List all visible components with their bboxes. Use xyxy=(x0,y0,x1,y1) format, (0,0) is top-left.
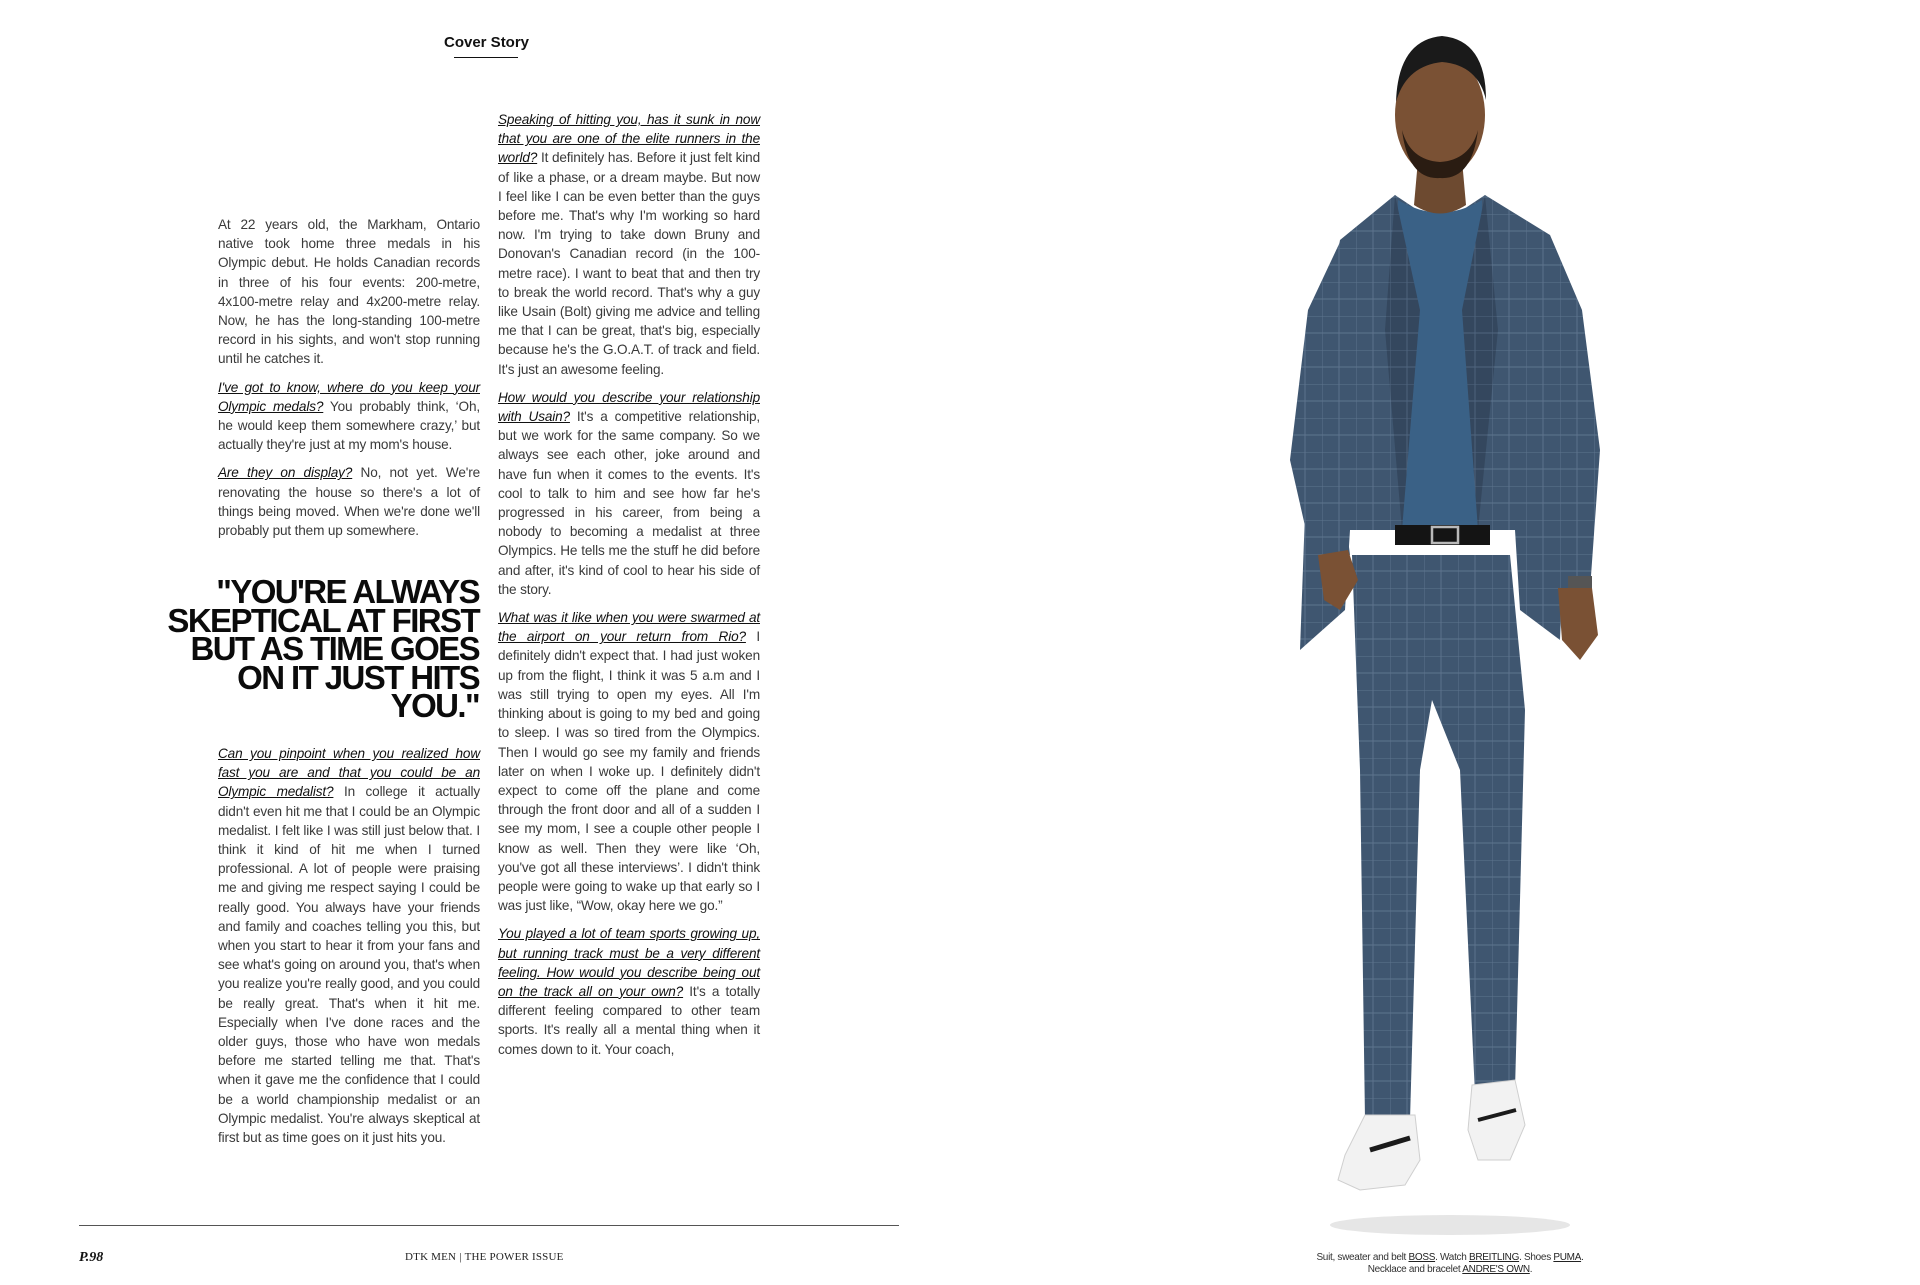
left-shoe xyxy=(1338,1115,1420,1190)
trousers xyxy=(1352,555,1525,1120)
pull-quote: "YOU'RE ALWAYS SKEPTICAL AT FIRST BUT AS TIME GOES ON IT JUST HITS YOU." xyxy=(167,573,479,724)
question-display: Are they on display? xyxy=(218,465,353,481)
left-arm xyxy=(1290,242,1350,570)
section-underline xyxy=(454,57,518,58)
left-column-bottom xyxy=(218,744,480,1156)
question-usain: How would you describe your relationship with Usain? xyxy=(498,389,760,425)
left-column-top xyxy=(218,215,480,549)
page-number: P.98 xyxy=(79,1250,104,1265)
qa-airport xyxy=(498,608,760,915)
answer-team-sports: It's a totally different feeling compared to other team sports. It's really all a mental thing when it comes down to it. Your coach, xyxy=(498,983,760,1057)
credit-puma: PUMA xyxy=(1553,1252,1582,1263)
qa-usain xyxy=(498,388,760,599)
qa-elite xyxy=(498,110,760,379)
answer-airport: I definitely didn't expect that. I had just woken up from the flight, I think it was 5 a.m and I was still trying to open my eyes. All I'm thinking about is going to my bed and going to sleep. I was so tired from the Olympics. Then I would go see my family and friends later on when I woke up. I definitely didn't expect to come off the plane and come through the front door and all of a sudden I see my mom, I see a couple other people I know as well. Then they were like ‘Oh, you've got all these interviews’. I didn't think people were going to wake up that early so I was just like, “Wow, okay here we go.” xyxy=(498,629,760,914)
footer-rule xyxy=(79,1225,899,1226)
answer-usain: It's a competitive relationship, but we work for the same company. So we always see each other, joke around and have fun when it comes to the events. It's cool to talk to him and see how far he's progressed in his career, from being a nobody to becoming a medalist at three Olympics. He tells me the stuff he did before and after, it's kind of cool to hear his side of the story. xyxy=(498,409,760,597)
question-realized: Can you pinpoint when you realized how fast you are and that you could be an Olympic medalist? xyxy=(218,746,480,800)
right-shoe xyxy=(1468,1080,1525,1160)
answer-display: No, not yet. We're renovating the house so there's a lot of things being moved. When we're done we'll probably put them up somewhere. xyxy=(218,465,480,539)
answer-medals: You probably think, ‘Oh, he would keep them somewhere crazy,’ but actually they're just at my mom's house. xyxy=(218,398,480,453)
question-elite: Speaking of hitting you, has it sunk in now that you are one of the elite runners in the world? xyxy=(498,112,760,166)
credit-boss: BOSS xyxy=(1408,1252,1436,1263)
section-label: Cover Story xyxy=(444,34,530,51)
right-hand xyxy=(1558,588,1598,660)
issue-name: THE POWER ISSUE xyxy=(464,1251,564,1263)
answer-elite: It definitely has. Before it just felt kind of like a phase, or a dream maybe. But now I feel like I can be even better than the guys before me. That's why I'm working so hard now. I'm trying to take down Bruny and Donovan's Canadian record (in the 100-metre race). I want to beat that and then try to break the world record. That's why a guy like Usain (Bolt) giving me advice and telling me that I can be great, that's big, especially because he's the G.O.A.T. of track and field. It's just an awesome feeling. xyxy=(498,150,760,377)
answer-realized: In college it actually didn't even hit me that I could be an Olympic medalist. I felt like I was still just below that. I think it kind of hit me when I turned professional. A lot of people were praising me and giving me respect saying I could be really good. You always have your friends and family and coaches telling you this, but when you start to hear it from your fans and see what's going on around you, that's when you realize you're really good, and you could be really great. That's when it hit me. Especially when I've done races and the older guys, those who have won medals before me started telling me that. That's when it gave me the confidence that I could be a world championship medalist or an Olympic medalist. You're always skeptical at first but as time goes on it just hits you. xyxy=(218,784,480,1146)
question-medals: I've got to know, where do you keep your Olympic medals? xyxy=(218,379,480,414)
watch xyxy=(1568,576,1592,588)
magazine-name: DTK MEN xyxy=(405,1251,457,1263)
qa-team-sports xyxy=(498,924,760,1058)
credits-line-1: Suit, sweater and belt BOSS. Watch BREITLING. Shoes PUMA. xyxy=(1316,1252,1584,1263)
question-airport: What was it like when you were swarmed at the airport on your return from Rio? xyxy=(498,610,760,645)
photo-credits xyxy=(1300,1252,1600,1276)
floor-shadow xyxy=(1330,1215,1570,1235)
magazine-footer: DTK MEN | THE POWER ISSUE xyxy=(405,1251,564,1263)
cover-photo xyxy=(1220,10,1660,1240)
credit-andres-own: ANDRE'S OWN xyxy=(1462,1264,1530,1275)
qa-realized xyxy=(218,744,480,1147)
question-team-sports: You played a lot of team sports growing up, but running track must be a very different feeling. How would you describe being out on the track all on your own? xyxy=(498,926,760,999)
qa-medals xyxy=(218,378,480,455)
right-column xyxy=(498,110,760,1068)
qa-display xyxy=(218,463,480,540)
intro-paragraph: At 22 years old, the Markham, Ontario native took home three medals in his Olympic debut. He holds Canadian records in three of his four events: 200-metre, 4x100-metre relay and 4x200-metre relay. Now, he has the long-standing 100-metre record in his sights, and won't stop running until he catches it. xyxy=(218,217,480,367)
credits-line-2: Necklace and bracelet ANDRE'S OWN. xyxy=(1367,1264,1533,1275)
credit-breitling: BREITLING xyxy=(1468,1252,1520,1263)
